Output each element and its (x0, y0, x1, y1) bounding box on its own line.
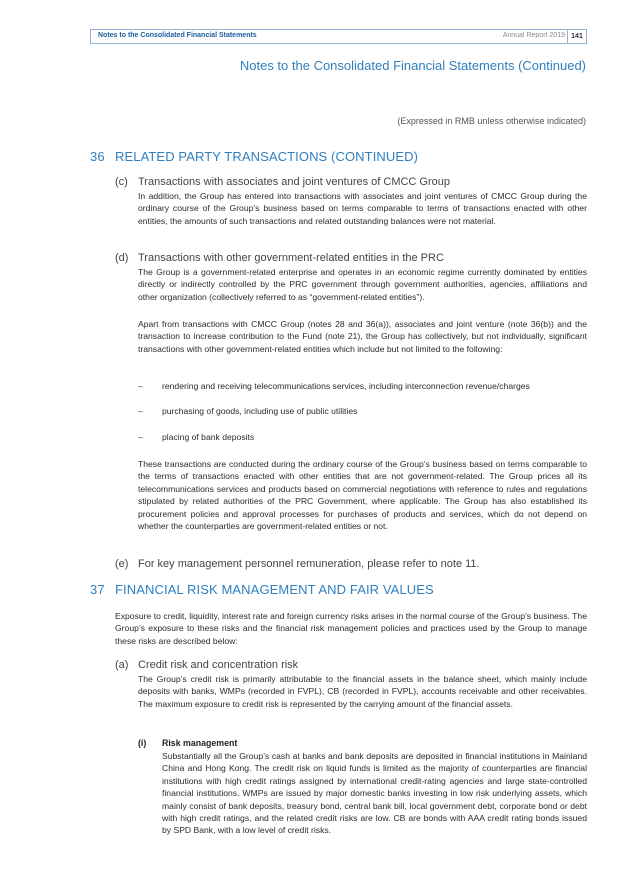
item-d-paragraph-1: The Group is a government-related enterprise and operates in an economic regime currently dominated by entities directly or indirectly controlled by the PRC government through government authorities, agencies, affiliations and other organization (collectively referred to as “government-related entities”). (138, 267, 587, 302)
list-item (138, 406, 357, 416)
section-36-heading (90, 149, 418, 164)
subitem-label: (i) (138, 738, 147, 748)
list-item (138, 432, 254, 442)
header-section-title: Notes to the Consolidated Financial Statements (98, 32, 257, 39)
item-label: (a) (115, 659, 129, 671)
item-title: Transactions with associates and joint ventures of CMCC Group (138, 176, 451, 188)
item-a-heading (115, 659, 298, 671)
item-label: (e) (115, 558, 129, 570)
item-label: (c) (115, 176, 128, 188)
list-item-text: placing of bank deposits (162, 432, 255, 442)
section-number: 36 (90, 149, 105, 164)
header-report-name: Annual Report 2019 (502, 32, 565, 39)
page-number: 141 (567, 30, 586, 43)
dash-marker: – (138, 406, 143, 416)
subitem-i-heading (138, 738, 237, 748)
section-37-heading (90, 582, 434, 597)
list-item-text: purchasing of goods, including use of public utilities (162, 406, 358, 416)
item-d-paragraph-3: These transactions are conducted during the ordinary course of the Group’s business based on terms comparable to the terms of transactions enacted with other entities that are not government-related. The Group prices all its telecommunications services and products based on commercial negotiations with reference to rules and regulations stipulated by related authorities of the PRC Government, where applicable. The Group has also established its procurement policies and approval processes for purchases of products and services, which do not depend on whether the counterparties are government-related entities or not. (138, 459, 587, 532)
item-d-paragraph-2: Apart from transactions with CMCC Group (notes 28 and 36(a)), associates and joint venture (note 36(b)) and the transaction to increase contribution to the Fund (note 21), the Group has collectively, but not individually, significant transactions with other government-related entities which include but not limited to the following: (138, 319, 587, 354)
item-c-heading (115, 176, 450, 188)
item-title: Credit risk and concentration risk (138, 659, 299, 671)
dash-marker: – (138, 381, 143, 391)
running-title: Notes to the Consolidated Financial Statements (Continued) (239, 58, 586, 73)
dash-marker: – (138, 432, 143, 442)
subitem-title: Risk management (162, 738, 238, 748)
item-d-heading (115, 252, 444, 264)
item-e (115, 558, 480, 570)
subitem-i-paragraph: Substantially all the Group’s cash at banks and bank deposits are deposited in financial institutions in Mainland China and Hong Kong. The credit risk on liquid funds is limited as the majority of counterparties are financial institutions with high credit ratings assigned by international credit-rating agencies and large state-controlled financial institutions. WMPs are issued by major domestic banks investing in low risk underlying assets, which mainly consist of bank deposits, treasury bond, central bank bill, local government debt, corporate bond or debt with high credit ratings, and the related credit risks are low. CB are bonds with AAA credit rating bonds issued by SPD Bank, with a low level of credit risks. (162, 751, 587, 836)
section-number: 37 (90, 582, 105, 597)
list-item-text: rendering and receiving telecommunications services, including interconnection revenue/charges (162, 381, 530, 391)
item-c-paragraph: In addition, the Group has entered into transactions with associates and joint ventures of CMCC Group during the ordinary course of the Group’s business based on terms comparable to terms of transactions enacted with other entities, the amounts of such transactions and related outstanding balances were not material. (138, 191, 587, 226)
page-header (90, 29, 587, 44)
section-title: FINANCIAL RISK MANAGEMENT AND FAIR VALUES (115, 582, 434, 597)
list-item (138, 381, 530, 391)
item-label: (d) (115, 252, 129, 264)
currency-note: (Expressed in RMB unless otherwise indicated) (397, 116, 586, 126)
item-text: For key management personnel remuneration, please refer to note 11. (138, 558, 480, 570)
item-title: Transactions with other government-related entities in the PRC (138, 252, 444, 264)
item-a-paragraph: The Group’s credit risk is primarily attributable to the financial assets in the balance sheet, which mainly include deposits with banks, WMPs (recorded in FVPL), CB (recorded in FVPL), accounts receivable and other receivables. The maximum exposure to credit risk is represented by the carrying amount of the financial assets. (138, 674, 587, 709)
section-title: RELATED PARTY TRANSACTIONS (CONTINUED) (115, 149, 419, 164)
section-37-intro: Exposure to credit, liquidity, interest rate and foreign currency risks arises in the normal course of the Group’s business. The Group’s exposure to these risks and the financial risk management policies and practices used by the Group to manage these risks are described below: (115, 611, 587, 646)
